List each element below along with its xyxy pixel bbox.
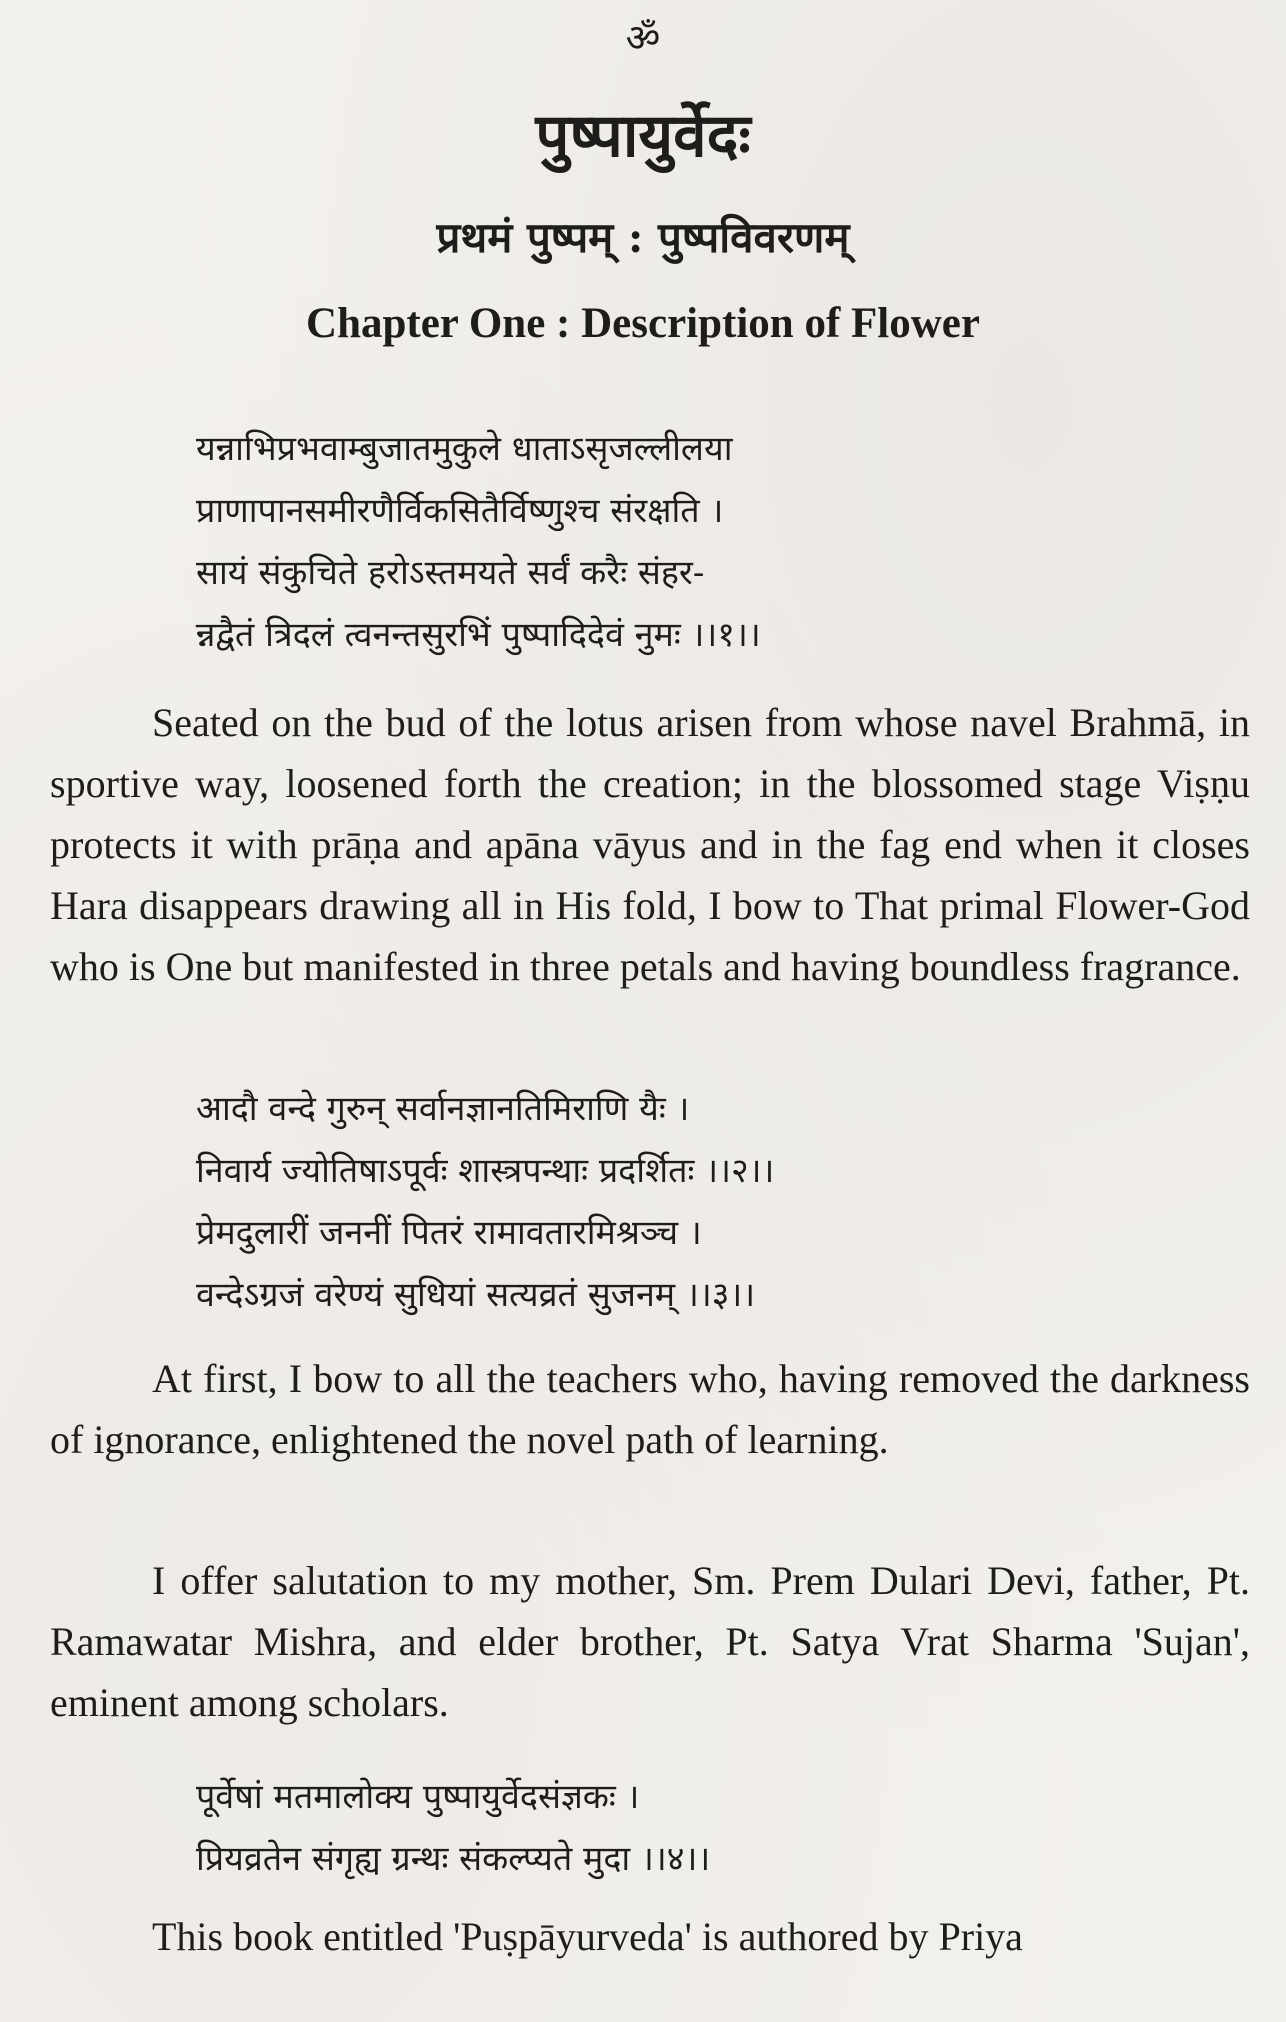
verse-line: पूर्वेषां मतमालोक्य पुष्पायुर्वेदसंज्ञकः । — [196, 1777, 640, 1817]
verse-line: प्रियव्रतेन संगृह्य ग्रन्थः संकल्प्यते मुदा ।।४।। — [196, 1839, 711, 1879]
verse-line: आदौ वन्दे गुरुन् सर्वानज्ञानतिमिराणि यैः । — [196, 1089, 690, 1129]
paragraph-text: I offer salutation to my mother, Sm. Prem Dulari Devi, father, Pt. Ramawatar Mishra, and elder brother, Pt. Satya Vrat Sharma 'Sujan', eminent among scholars. — [50, 1558, 1250, 1725]
paragraph-text: At first, I bow to all the teachers who, having removed the darkness of ignorance, enlightened the novel path of learning. — [50, 1356, 1250, 1462]
verse-line: न्नद्वैतं त्रिदलं त्वनन्तसुरभिं पुष्पादिदेवं नुमः ।।१।। — [196, 615, 761, 655]
paragraph-translation-4 — [50, 1906, 1250, 1967]
chapter-title-sanskrit: प्रथमं पुष्पम् : पुष्पविवरणम् — [436, 213, 850, 262]
verse-line: सायं संकुचिते हरोऽस्तमयते सर्वं करैः संहर- — [196, 553, 705, 593]
paragraph-text: Seated on the bud of the lotus arisen from whose navel Brahmā, in sportive way, loosened forth the creation; in the blossomed stage Viṣṇu protects it with prāṇa and apāna vāyus and in the fag end when it closes Hara disappears drawing all in His fold, I bow to That primal Flower-God who is One but manifested in three petals and having boundless fragrance. — [50, 700, 1250, 989]
om-symbol: ॐ — [625, 16, 661, 60]
paragraph-translation-1 — [50, 692, 1250, 997]
verse-1 — [196, 418, 1196, 666]
verse-line: प्राणापानसमीरणैर्विकसितैर्विष्णुश्च संरक्षति । — [196, 491, 724, 531]
verse-4 — [196, 1766, 1196, 1890]
chapter-title-english: Chapter One : Description of Flower — [306, 300, 980, 347]
paragraph-translation-2 — [50, 1348, 1250, 1470]
verse-line: यन्नाभिप्रभवाम्बुजातमुकुले धाताऽसृजल्लीलया — [196, 429, 733, 469]
paragraph-text: This book entitled 'Puṣpāyurveda' is authored by Priya — [152, 1914, 1023, 1959]
paragraph-translation-3 — [50, 1550, 1250, 1733]
verse-line: प्रेमदुलारीं जननीं पितरं रामावतारमिश्रञ्च । — [196, 1213, 702, 1253]
book-title: पुष्पायुर्वेदः — [535, 101, 751, 171]
verse-line: निवार्य ज्योतिषाऽपूर्वः शास्त्रपन्थाः प्रदर्शितः ।।२।। — [196, 1151, 775, 1191]
verse-2-3 — [196, 1078, 1196, 1326]
verse-line: वन्देऽग्रजं वरेण्यं सुधियां सत्यव्रतं सुजनम् ।।३।। — [196, 1275, 756, 1315]
